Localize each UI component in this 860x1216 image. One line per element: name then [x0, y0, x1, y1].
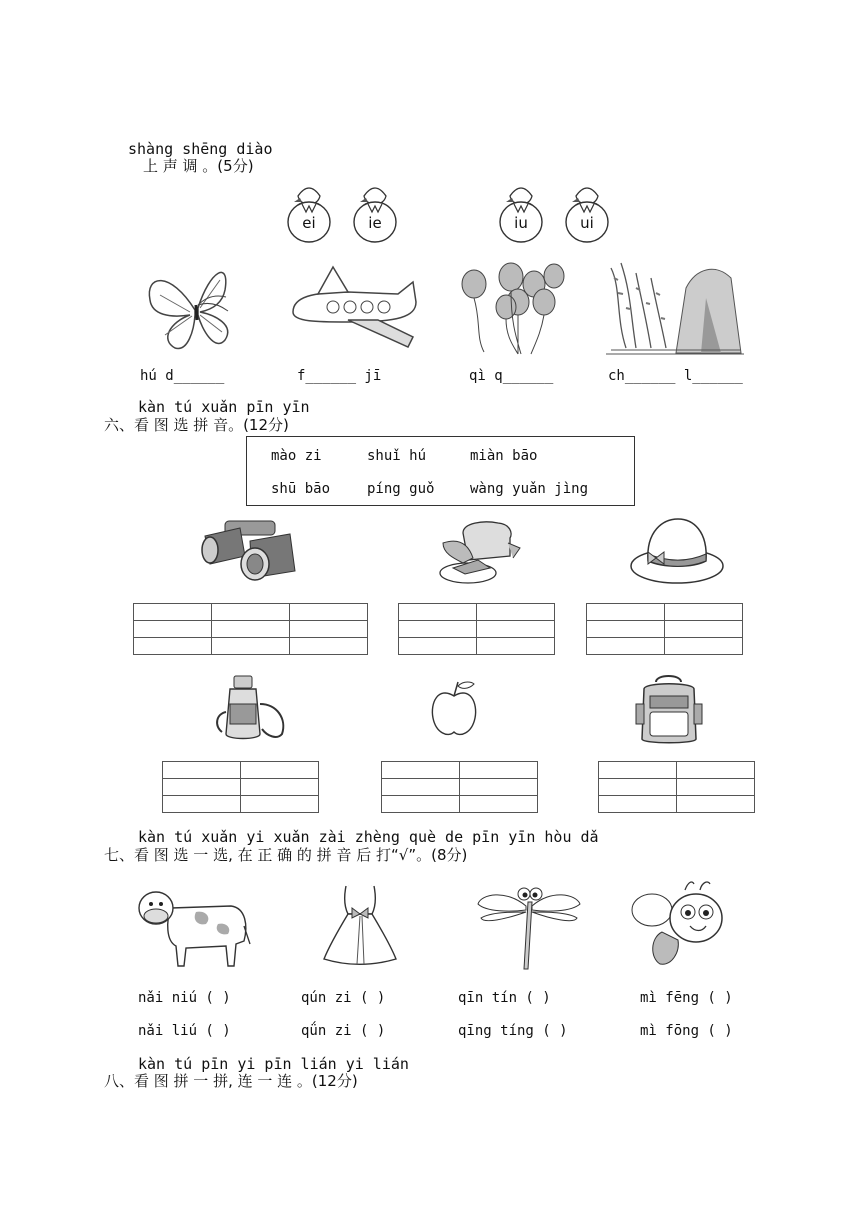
- balloons-icon: [456, 262, 566, 357]
- answer-grid-hat[interactable]: [586, 603, 743, 655]
- willow-landscape-icon: [606, 258, 744, 358]
- duck-icon: [562, 182, 612, 244]
- dragonfly-icon: [476, 884, 582, 972]
- bread-icon: [438, 518, 524, 586]
- answer-grid-kettle[interactable]: [162, 761, 319, 813]
- airplane-icon: [288, 262, 418, 352]
- option-dragonfly-2[interactable]: qīng tíng ( ): [458, 1023, 568, 1039]
- word-bank-item: mào zi: [271, 448, 322, 464]
- section7-heading: 七、看 图 选 一 选, 在 正 确 的 拼 音 后 打“√”。(8分): [104, 846, 468, 864]
- option-bee-2[interactable]: mì fōng ( ): [640, 1023, 733, 1039]
- option-bee-1[interactable]: mì fēng ( ): [640, 990, 733, 1006]
- word-bank-item: píng guǒ: [367, 481, 435, 497]
- answer-4: ch______ l______: [608, 368, 743, 384]
- section5-heading: 上 声 调 。(5分): [143, 157, 254, 175]
- word-bank: [246, 436, 635, 506]
- section8-pinyin: kàn tú pīn yi pīn lián yi lián: [138, 1055, 409, 1073]
- butterfly-icon: [140, 260, 250, 355]
- backpack-icon: [636, 674, 704, 746]
- bee-icon: [630, 880, 730, 968]
- answer-grid-backpack[interactable]: [598, 761, 755, 813]
- final-label: ei: [302, 214, 316, 232]
- cow-icon: [136, 886, 252, 968]
- answer-grid-binoculars[interactable]: [133, 603, 368, 655]
- word-bank-item: wàng yuǎn jìng: [470, 481, 589, 497]
- answer-3: qì q______: [469, 368, 554, 384]
- option-cow-2[interactable]: nǎi liú ( ): [138, 1023, 231, 1039]
- answer-grid-apple[interactable]: [381, 761, 538, 813]
- section6-heading: 六、看 图 选 拼 音。(12分): [104, 416, 289, 434]
- final-label: iu: [514, 214, 528, 232]
- dress-icon: [322, 884, 398, 968]
- section8-heading: 八、看 图 拼 一 拼, 连 一 连 。(12分): [104, 1072, 358, 1090]
- duck-icon: [350, 182, 400, 244]
- option-dragonfly-1[interactable]: qīn tín ( ): [458, 990, 551, 1006]
- option-dress-2[interactable]: qǘn zi ( ): [301, 1023, 386, 1039]
- hat-icon: [628, 516, 726, 586]
- word-bank-item: shuǐ hú: [367, 448, 427, 464]
- word-bank-item: miàn bāo: [470, 448, 538, 464]
- binoculars-icon: [200, 516, 300, 588]
- duck-icon: [284, 182, 334, 244]
- apple-icon: [428, 678, 480, 738]
- section7-pinyin: kàn tú xuǎn yi xuǎn zài zhèng què de pīn yīn hòu dǎ: [138, 828, 599, 846]
- section5-pinyin: shàng shēng diào: [128, 140, 273, 158]
- final-label: ui: [580, 214, 594, 232]
- final-label: ie: [368, 214, 382, 232]
- answer-1: hú d______: [140, 368, 225, 384]
- section6-pinyin: kàn tú xuǎn pīn yīn: [138, 398, 310, 416]
- option-cow-1[interactable]: nǎi niú ( ): [138, 990, 231, 1006]
- word-bank-item: shū bāo: [271, 481, 331, 497]
- option-dress-1[interactable]: qún zi ( ): [301, 990, 386, 1006]
- answer-grid-bread[interactable]: [398, 603, 555, 655]
- duck-icon: [496, 182, 546, 244]
- kettle-icon: [212, 674, 288, 744]
- answer-2: f______ jī: [297, 368, 382, 384]
